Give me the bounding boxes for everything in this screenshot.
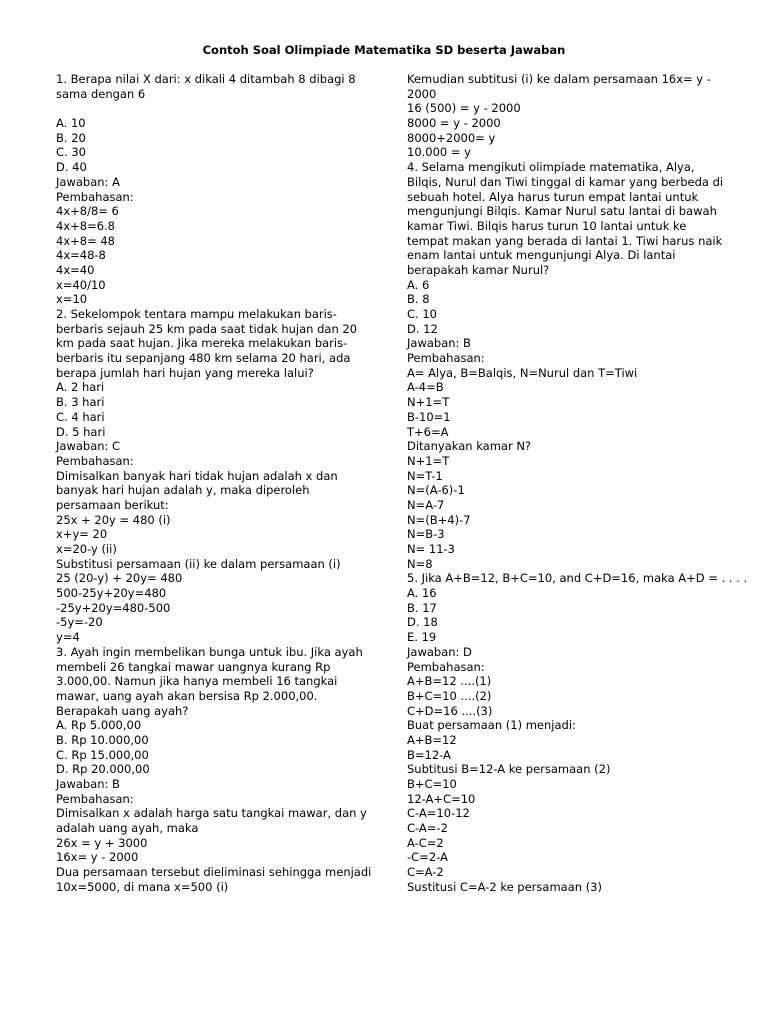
- text-line: -5y=-20: [56, 615, 103, 630]
- text-line: berapa jumlah hari hujan yang mereka lalui?: [56, 365, 314, 380]
- text-line: N=(A-6)-1: [407, 483, 465, 498]
- text-line: banyak hari hujan adalah y, maka diperoleh: [56, 483, 310, 498]
- text-line: N=B-3: [407, 527, 445, 542]
- text-line: 8000 = y - 2000: [407, 116, 501, 131]
- text-line: C-A=-2: [407, 821, 448, 836]
- text-line: B. 17: [407, 600, 437, 615]
- text-line: Bilqis, Nurul dan Tiwi tinggal di kamar yang berbeda di: [407, 174, 724, 189]
- text-line: N=T-1: [407, 468, 443, 483]
- text-line: 25x + 20y = 480 (i): [56, 512, 171, 527]
- text-line: B. 8: [407, 292, 430, 307]
- text-line: -C=2-A: [407, 850, 448, 865]
- text-line: B=12-A: [407, 747, 451, 762]
- text-line: Sustitusi C=A-2 ke persamaan (3): [407, 879, 602, 894]
- text-line: Dua persamaan tersebut dieliminasi sehingga menjadi: [56, 865, 372, 880]
- text-line: Berapakah uang ayah?: [56, 703, 189, 718]
- text-line: x=10: [56, 292, 88, 307]
- text-line: adalah uang ayah, maka: [56, 821, 199, 836]
- text-line: A= Alya, B=Balqis, N=Nurul dan T=Tiwi: [407, 365, 638, 380]
- text-line: 4x+8=6.8: [56, 218, 115, 233]
- text-line: B-10=1: [407, 409, 451, 424]
- text-line: Pembahasan:: [56, 791, 134, 806]
- document-title: Contoh Soal Olimpiade Matematika SD beserta Jawaban: [202, 43, 566, 57]
- text-line: B+C=10: [407, 777, 457, 791]
- text-line: 3.000,00. Namun jika hanya membeli 16 tangkai: [56, 674, 338, 689]
- text-line: Jawaban: B: [56, 777, 120, 791]
- text-line: berbaris itu sepanjang 480 km selama 20 hari, ada: [56, 351, 351, 366]
- text-line: C-A=10-12: [407, 806, 470, 821]
- text-line: tempat makan yang berada di lantai 1. Tiwi harus naik: [407, 233, 723, 248]
- text-line: A. Rp 5.000,00: [56, 718, 142, 733]
- text-line: km pada saat hujan. Jika mereka melakukan baris-: [56, 336, 348, 351]
- text-line: Jawaban: B: [407, 336, 471, 351]
- text-line: kamar Tiwi. Bilqis harus turun 10 lantai untuk ke: [407, 218, 687, 233]
- text-line: A. 10: [56, 116, 86, 131]
- text-line: y=4: [56, 630, 80, 645]
- text-line: 10.000 = y: [407, 145, 471, 160]
- text-line: enam lantai untuk mengunjungi Alya. Di lantai: [407, 248, 676, 263]
- right-column: [407, 72, 748, 895]
- text-line: E. 19: [407, 630, 437, 645]
- text-line: D. 18: [407, 615, 438, 630]
- text-line: 12-A+C=10: [407, 791, 476, 806]
- text-line: A. 16: [407, 586, 437, 601]
- left-column: [56, 72, 372, 895]
- text-line: sama dengan 6: [56, 86, 146, 101]
- text-line: C. Rp 15.000,00: [56, 747, 149, 762]
- text-line: 26x = y + 3000: [56, 835, 148, 850]
- text-line: 16x= y - 2000: [56, 850, 139, 865]
- text-line: 8000+2000= y: [407, 130, 496, 145]
- text-line: A. 6: [407, 277, 430, 292]
- text-line: A+B=12: [407, 732, 457, 747]
- text-line: mengunjungi Bilqis. Kamar Nurul satu lantai di bawah: [407, 204, 717, 219]
- text-line: N=A-7: [407, 497, 445, 512]
- text-line: Pembahasan:: [56, 453, 134, 468]
- text-line: persamaan berikut:: [56, 497, 169, 512]
- text-line: 2000: [407, 86, 437, 101]
- text-line: D. 5 hari: [56, 424, 106, 439]
- text-line: Pembahasan:: [407, 659, 485, 674]
- text-line: B+C=10 ....(2): [407, 688, 492, 703]
- text-line: T+6=A: [407, 424, 449, 439]
- text-line: N=(B+4)-7: [407, 512, 471, 527]
- text-line: B. 20: [56, 130, 86, 145]
- text-line: x=20-y (ii): [56, 542, 117, 556]
- text-line: sebuah hotel. Alya harus turun empat lantai untuk: [407, 189, 699, 204]
- text-line: N+1=T: [407, 453, 450, 468]
- text-line: Jawaban: D: [407, 644, 472, 659]
- text-line: mawar, uang ayah akan bersisa Rp 2.000,00.: [56, 688, 318, 703]
- text-line: D. 12: [407, 321, 438, 336]
- text-line: A-C=2: [407, 835, 444, 850]
- text-line: -25y+20y=480-500: [56, 600, 171, 615]
- text-line: C=A-2: [407, 865, 444, 880]
- text-line: 16 (500) = y - 2000: [407, 101, 521, 116]
- text-line: 4x=40: [56, 262, 95, 277]
- text-line: B. Rp 10.000,00: [56, 732, 149, 747]
- text-line: Dimisalkan banyak hari tidak hujan adalah x dan: [56, 468, 338, 483]
- text-line: membeli 26 tangkai mawar uangnya kurang Rp: [56, 659, 331, 674]
- text-line: 500-25y+20y=480: [56, 586, 167, 601]
- text-line: N=8: [407, 556, 433, 571]
- text-line: N= 11-3: [407, 542, 455, 556]
- text-line: x=40/10: [56, 277, 106, 292]
- text-line: C. 30: [56, 145, 86, 160]
- text-line: 1. Berapa nilai X dari: x dikali 4 ditambah 8 dibagi 8: [56, 72, 356, 86]
- text-line: A+B=12 ....(1): [407, 674, 492, 689]
- text-line: Jawaban: A: [56, 174, 120, 189]
- text-line: A. 2 hari: [56, 380, 105, 395]
- text-line: berapakah kamar Nurul?: [407, 262, 550, 277]
- text-line: 4. Selama mengikuti olimpiade matematika, Alya,: [407, 160, 695, 175]
- text-line: D. Rp 20.000,00: [56, 762, 150, 777]
- text-line: 5. Jika A+B=12, B+C=10, and C+D=16, maka A+D = . . . .: [407, 571, 748, 586]
- text-line: B. 3 hari: [56, 395, 105, 410]
- text-line: Dimisalkan x adalah harga satu tangkai mawar, dan y: [56, 806, 367, 821]
- text-line: berbaris sejauh 25 km pada saat tidak hujan dan 20: [56, 321, 358, 336]
- text-line: Jawaban: C: [56, 439, 121, 454]
- text-line: C. 10: [407, 307, 437, 321]
- text-line: A-4=B: [407, 380, 444, 395]
- text-line: Pembahasan:: [56, 189, 134, 204]
- text-line: C+D=16 ....(3): [407, 703, 493, 718]
- text-line: 4x+8= 48: [56, 233, 115, 248]
- text-line: Pembahasan:: [407, 351, 485, 366]
- text-line: 10x=5000, di mana x=500 (i): [56, 879, 229, 894]
- text-line: x+y= 20: [56, 527, 108, 542]
- text-line: N+1=T: [407, 395, 450, 410]
- text-line: 25 (20-y) + 20y= 480: [56, 571, 183, 586]
- text-line: 3. Ayah ingin membelikan bunga untuk ibu. Jika ayah: [56, 644, 363, 659]
- text-line: Subtitusi B=12-A ke persamaan (2): [407, 762, 611, 777]
- text-line: 4x+8/8= 6: [56, 204, 119, 219]
- text-line: [56, 101, 366, 116]
- text-line: Buat persamaan (1) menjadi:: [407, 718, 576, 733]
- text-line: D. 40: [56, 160, 87, 175]
- text-line: Ditanyakan kamar N?: [407, 439, 532, 454]
- text-line: C. 4 hari: [56, 409, 105, 424]
- text-line: Kemudian subtitusi (i) ke dalam persamaan 16x= y -: [407, 72, 711, 86]
- text-line: 2. Sekelompok tentara mampu melakukan baris-: [56, 307, 337, 321]
- text-line: 4x=48-8: [56, 248, 106, 263]
- text-line: Substitusi persamaan (ii) ke dalam persamaan (i): [56, 556, 341, 571]
